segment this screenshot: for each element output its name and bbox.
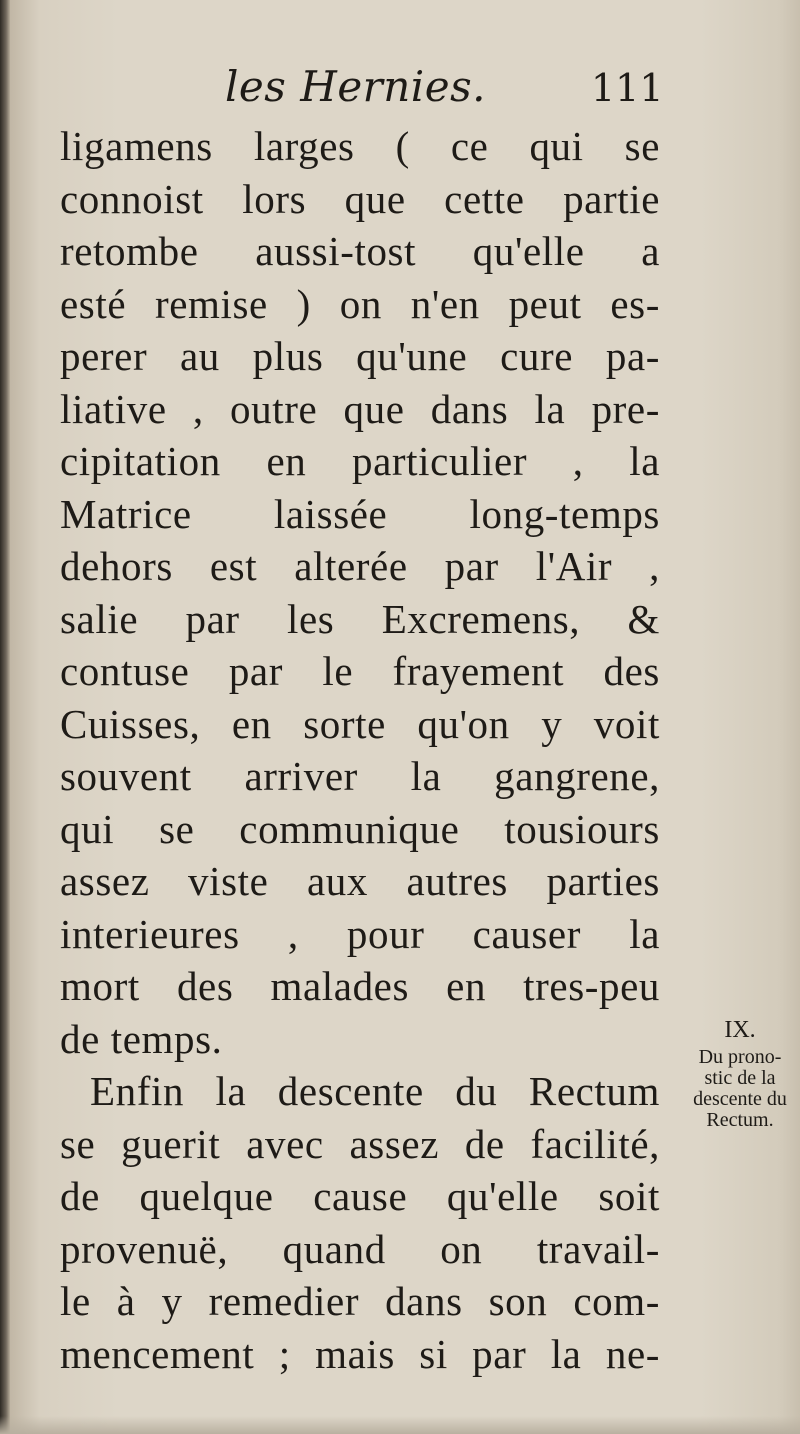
text-line: qui se communique tousiours bbox=[60, 805, 660, 852]
marginal-note-number: IX. bbox=[724, 1017, 756, 1043]
text-line: souvent arriver la gangrene, bbox=[60, 753, 660, 799]
text-line: Matrice laissée long-temps bbox=[60, 490, 660, 537]
running-title: les Hernies. bbox=[225, 62, 486, 111]
text-line: Cuisses, en sorte qu'on y voit bbox=[60, 700, 660, 747]
text-line: salie par les Excremens, & bbox=[60, 595, 660, 642]
text-line: mort des malades en tres-peu bbox=[60, 963, 660, 1009]
text-line: le à y remedier dans son com- bbox=[60, 1278, 660, 1324]
text-line: liative , outre que dans la pre- bbox=[60, 385, 660, 432]
text-line: esté remise ) on n'en peut es- bbox=[60, 280, 660, 327]
text-line: contuse par le frayement des bbox=[60, 648, 660, 694]
text-line: perer au plus qu'une cure pa- bbox=[60, 333, 660, 379]
page-bottom-edge bbox=[0, 1416, 800, 1434]
text-line: mencement ; mais si par la ne- bbox=[60, 1330, 660, 1377]
marginal-note-line: Du prono- bbox=[698, 1046, 782, 1068]
marginal-note-line: descente du bbox=[693, 1088, 787, 1110]
text-line: se guerit avec assez de facilité, bbox=[60, 1120, 660, 1167]
book-spine-shadow bbox=[0, 0, 10, 1434]
marginal-note bbox=[685, 1015, 795, 1131]
text-line: ligamens larges ( ce qui se bbox=[60, 123, 660, 169]
text-line: provenuë, quand on travail- bbox=[60, 1225, 660, 1272]
body-text bbox=[60, 120, 660, 1380]
text-line: dehors est alterée par l'Air , bbox=[60, 543, 660, 589]
text-line: de quelque cause qu'elle soit bbox=[60, 1173, 660, 1219]
page-number: 111 bbox=[591, 66, 664, 110]
text-line: assez viste aux autres parties bbox=[60, 858, 660, 904]
text-line: cipitation en particulier , la bbox=[60, 438, 660, 484]
text-line: de temps. bbox=[60, 1015, 223, 1062]
text-line: interieures , pour causer la bbox=[60, 910, 660, 957]
text-line: retombe aussi-tost qu'elle a bbox=[60, 228, 660, 274]
text-line: Enfin la descente du Rectum bbox=[90, 1068, 660, 1114]
text-line: connoist lors que cette partie bbox=[60, 175, 660, 222]
marginal-note-line: Rectum. bbox=[706, 1109, 774, 1131]
marginal-note-line: stic de la bbox=[704, 1067, 776, 1089]
